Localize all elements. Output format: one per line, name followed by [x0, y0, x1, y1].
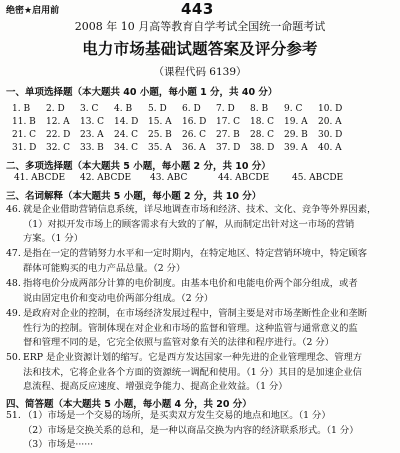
item-number: 51.: [6, 410, 21, 421]
text-line: （1）市场是一个交易的场所，是买卖双方发生交易的地点和地区。（1 分）: [23, 410, 331, 421]
section1-heading: 一、单项选择题（本大题共 40 小题，每小题 1 分，共 40 分）: [6, 87, 278, 98]
answer: 40. A: [318, 143, 342, 153]
answer: 23. A: [80, 130, 104, 140]
paper-code: 443: [181, 0, 214, 18]
text-line: （2）市场是交换关系的总和，是一种以商品交换为内容的经济联系形式。（1 分）: [23, 424, 359, 436]
definition-48: [6, 277, 394, 306]
answer: 12. A: [46, 117, 70, 127]
mc-row-2: [12, 117, 352, 127]
answer: 33. B: [80, 143, 104, 153]
answer: 35. A: [148, 143, 172, 153]
answer: 42. ABCDE: [80, 173, 132, 183]
answer: 10. D: [318, 104, 343, 114]
answer: 15. A: [148, 117, 172, 127]
answer: 22. D: [46, 130, 71, 140]
item-number: 48.: [6, 278, 21, 289]
answer: 38. D: [250, 143, 275, 153]
answer: 24. C: [114, 130, 139, 140]
confidential-mark: 绝密★启用前: [6, 6, 60, 16]
answer: 13. C: [80, 117, 105, 127]
answer: 11. B: [12, 117, 36, 127]
section3-heading: 三、名词解释（本大题共 5 小题，每小题 2 分，共 10 分）: [6, 191, 262, 202]
text-line: 指将电价分成两部分计算的电价制度。由基本电价和电能电价两个部分组成，或者: [23, 278, 358, 289]
section2-heading: 二、多项选择题（本大题共 5 小题，每小题 2 分，共 10 分）: [6, 161, 271, 172]
item-number: 47.: [6, 248, 21, 259]
answer: 43. ABC: [150, 173, 188, 183]
item-number: 50.: [6, 352, 21, 363]
answer: 21. C: [12, 130, 37, 140]
definition-50: [6, 351, 394, 395]
text-line: 就是企业借助营销信息系统，详尽地调查市场和经济、技术、文化、竞争等外界因素，: [23, 204, 377, 215]
answer: 41. ABCDE: [14, 173, 66, 183]
answer: 5. D: [148, 104, 167, 114]
text-line: ERP 是企业资源计划的缩写。它是西方发达国家一种先进的企业管理理念、管理方: [23, 352, 363, 363]
text-line: 说由固定电价和变动电价两部分组成。（2 分）: [23, 292, 214, 304]
text-line: 是政府对企业的控制，在市场经济发展过程中，管制主要是对市场垄断性企业和垄断: [23, 308, 367, 319]
answer: 3. C: [80, 104, 99, 114]
answer: 27. B: [216, 130, 240, 140]
answer: 2. D: [46, 104, 65, 114]
text-line: （3）市场是······: [23, 439, 94, 451]
answer: 39. A: [284, 143, 308, 153]
mc-row-4: [12, 143, 352, 153]
text-line: 息流程、提高反应速度、增强竞争能力、提高企业效益。（1 分）: [23, 381, 288, 393]
mc-row-1: [12, 104, 352, 114]
answer: 26. C: [182, 130, 207, 140]
text-line: 法和技术，它将企业各个方面的资源统一调配和使用。（1 分）其目的是加速企业信: [23, 366, 362, 378]
answer: 4. B: [114, 104, 133, 114]
definition-47: [6, 247, 394, 276]
answer: 29. B: [284, 130, 308, 140]
document-title: 电力市场基础试题答案及评分参考: [82, 40, 318, 58]
item-number: 49.: [6, 308, 21, 319]
answer: 18. C: [250, 117, 275, 127]
definition-49: [6, 307, 394, 351]
answer: 25. B: [148, 130, 172, 140]
answer: 7. D: [216, 104, 235, 114]
text-line: 群体可能购买的电力产品总量。（2 分）: [23, 262, 186, 274]
section4-heading: 四、简答题（本大题共 5 小题，每小题 4 分，共 20 分）: [6, 399, 252, 410]
answer: 45. ABCDE: [292, 173, 344, 183]
answer: 34. C: [114, 143, 139, 153]
answer-51: [6, 409, 394, 453]
text-line: 督和管理不同的是，它完全依照与监管对象有关的法律和程序进行。（2 分）: [23, 337, 335, 349]
answer: 8. B: [250, 104, 269, 114]
course-code: （课程代码 6139）: [153, 66, 247, 78]
answer: 16. D: [182, 117, 207, 127]
answer: 37. D: [216, 143, 241, 153]
answer: 30. D: [318, 130, 343, 140]
text-line: 性行为的控制。管制体现在对企业和市场的监督和管理。这种监管与通常意义的监: [23, 322, 358, 334]
answer: 36. A: [182, 143, 206, 153]
answer: 28. C: [250, 130, 275, 140]
answer: 14. D: [114, 117, 139, 127]
text-line: 方案。（1 分）: [23, 233, 84, 245]
text-line: 是指在一定的营销努力水平和一定时期内，在特定地区、特定营销环境中，特定顾客: [23, 248, 367, 259]
answer: 17. C: [216, 117, 241, 127]
definition-46: [6, 203, 394, 247]
answer: 19. A: [284, 117, 308, 127]
answer: 32. C: [46, 143, 71, 153]
answer: 31. D: [12, 143, 37, 153]
answer: 44. ABCDE: [218, 173, 270, 183]
answer: 1. B: [12, 104, 31, 114]
answer: 6. D: [182, 104, 201, 114]
item-number: 46.: [6, 204, 21, 215]
answer: 20. A: [318, 117, 342, 127]
multi-choice-answers: [14, 173, 354, 183]
mc-row-3: [12, 130, 352, 140]
exam-line: 2008 年 10 月高等教育自学考试全国统一命题考试: [74, 20, 326, 33]
text-line: （1）对拟开发市场上的顾客需求有大致的了解，从而制定出针对这一市场的营销: [23, 218, 355, 230]
answer: 9. C: [284, 104, 303, 114]
